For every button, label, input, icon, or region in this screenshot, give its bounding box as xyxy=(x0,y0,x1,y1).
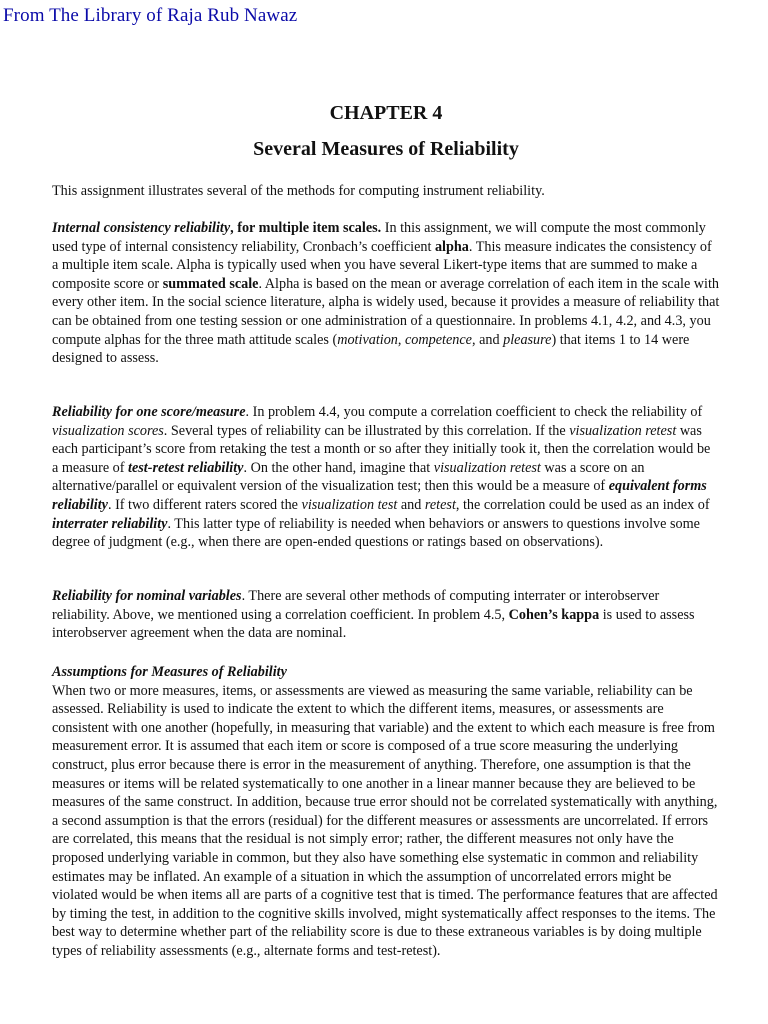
vis-retest-term-1: visualization retest xyxy=(569,422,677,439)
nominal-paragraph xyxy=(52,587,720,643)
one-score-text-1: . In problem 4.4, you compute a correlation coefficient to check the reliability of xyxy=(245,404,703,420)
nominal-heading: Reliability for nominal variables xyxy=(52,588,242,604)
internal-text-3: . Alpha is based on the mean or average correlation of each item in the scale with every other item. In the social science literature, alpha is widely used, because it provides a measure of reliability that can be obtained from one testing session or one administration of a questionnaire. In problems 4.1, 4.2, and 4.3, you compute alphas for the three math attitude scales ( xyxy=(52,275,720,348)
one-score-text-5: was a score on an alternative/parallel or equivalent version of the visualization test; then this would be a measure of xyxy=(52,459,645,495)
one-score-text-2: . Several types of reliability can be illustrated by this correlation. If the xyxy=(163,422,570,439)
nominal-text-1: . There are several other methods of computing interrater or interobserver reliability. Above, we mentioned using a correlation coefficient. In problem 4.5, xyxy=(52,588,660,623)
intro-text: This assignment illustrates several of the methods for computing instrument reliability. xyxy=(52,183,545,199)
vis-retest-term-2: visualization retest xyxy=(433,459,541,476)
vis-scores-term: visualization scores xyxy=(52,422,164,439)
internal-text-2: . This measure indicates the consistency of a multiple item scale. Alpha is typically used when you have several Likert-type items that are summed to make a composite score or xyxy=(52,238,712,292)
chapter-title: Several Measures of Reliability xyxy=(253,138,519,160)
alpha-term: alpha xyxy=(434,238,469,255)
library-watermark: From The Library of Raja Rub Nawaz xyxy=(3,5,298,26)
intro-paragraph xyxy=(52,182,720,201)
assumptions-heading: Assumptions for Measures of Reliability xyxy=(52,664,287,680)
competence-term: competence xyxy=(405,331,472,348)
assumptions-body: When two or more measures, items, or assessments are viewed as measuring the same variable, reliability can be assessed. Reliability is used to indicate the extent to which the different items, measures, or assessments are consistent with one another (hopefully, in measuring that variable) and the extent to which each measure is free from measurement error. It is assumed that each item or score is composed of a true score measuring the underlying construct, plus error because there is error in the measurement of anything. Therefore, one assumption is that the measures or items will be related systematically to one another in a linear manner because they are believed to be measures of the same construct. In addition, because true error should not be correlated systematically with anything, a second assumption is that the errors (residual) for the different measures or assessments are uncorrelated. If errors are correlated, this means that the residual is not simply error; rather, the different measures not only have the proposed underlying variable in common, but they also have something else systematic in common and reliability estimates may be inflated. An example of a situation in which the assumption of uncorrelated errors might be violated would be when items all are parts of a cognitive test that is timed. The performance features that are affected by timing the test, in addition to the cognitive skills involved, might systematically affect responses to the items. The best way to determine whether part of the reliability score is due to these extraneous variables is by doing multiple types of reliability assessments (e.g., alternate forms and test-retest). xyxy=(52,682,718,959)
one-score-text-8: , the correlation could be used as an index of xyxy=(455,496,710,513)
chapter-label: CHAPTER 4 xyxy=(329,102,443,124)
assumptions-section xyxy=(52,663,720,961)
internal-heading-rest: , for multiple item scales. xyxy=(230,220,382,236)
summated-scale-term: summated scale xyxy=(162,275,259,292)
interrater-term: interrater reliability xyxy=(52,515,168,532)
internal-heading: Internal consistency reliability xyxy=(52,220,231,236)
internal-text-4: ) that items 1 to 14 were designed to assess. xyxy=(52,331,690,367)
nominal-text-2: is used to assess interobserver agreement when the data are nominal. xyxy=(52,606,695,642)
internal-text-1: In this assignment, we will compute the most commonly used type of internal consistency reliability, Cronbach’s coefficient xyxy=(52,220,706,255)
one-score-heading: Reliability for one score/measure xyxy=(52,404,246,420)
retest-term: retest xyxy=(424,496,456,513)
pleasure-term: pleasure xyxy=(503,331,552,348)
comma-1: , xyxy=(397,331,405,348)
vis-test-term: visualization test xyxy=(301,496,398,513)
internal-consistency-paragraph xyxy=(52,219,720,368)
equivalent-forms-term: equivalent forms reliability xyxy=(52,478,707,513)
motivation-term: motivation xyxy=(337,331,398,348)
one-score-text-9: . This latter type of reliability is needed when behaviors or answers to questions involve some degree of judgment (e.g., when there are open-ended questions or ratings based on observations). xyxy=(52,515,700,551)
one-score-text-6: . If two different raters scored the xyxy=(107,496,302,513)
test-retest-term: test-retest reliability xyxy=(128,459,244,476)
one-score-text-7: and xyxy=(397,496,425,513)
one-score-text-4: . On the other hand, imagine that xyxy=(243,459,434,476)
one-score-paragraph xyxy=(52,403,720,552)
cohens-kappa-term: Cohen’s kappa xyxy=(508,606,600,623)
comma-and: , and xyxy=(471,331,504,348)
one-score-text-3: was each participant’s score from retaking the test a month or so after they initially took it, then the correlation would be a measure of xyxy=(52,422,711,476)
